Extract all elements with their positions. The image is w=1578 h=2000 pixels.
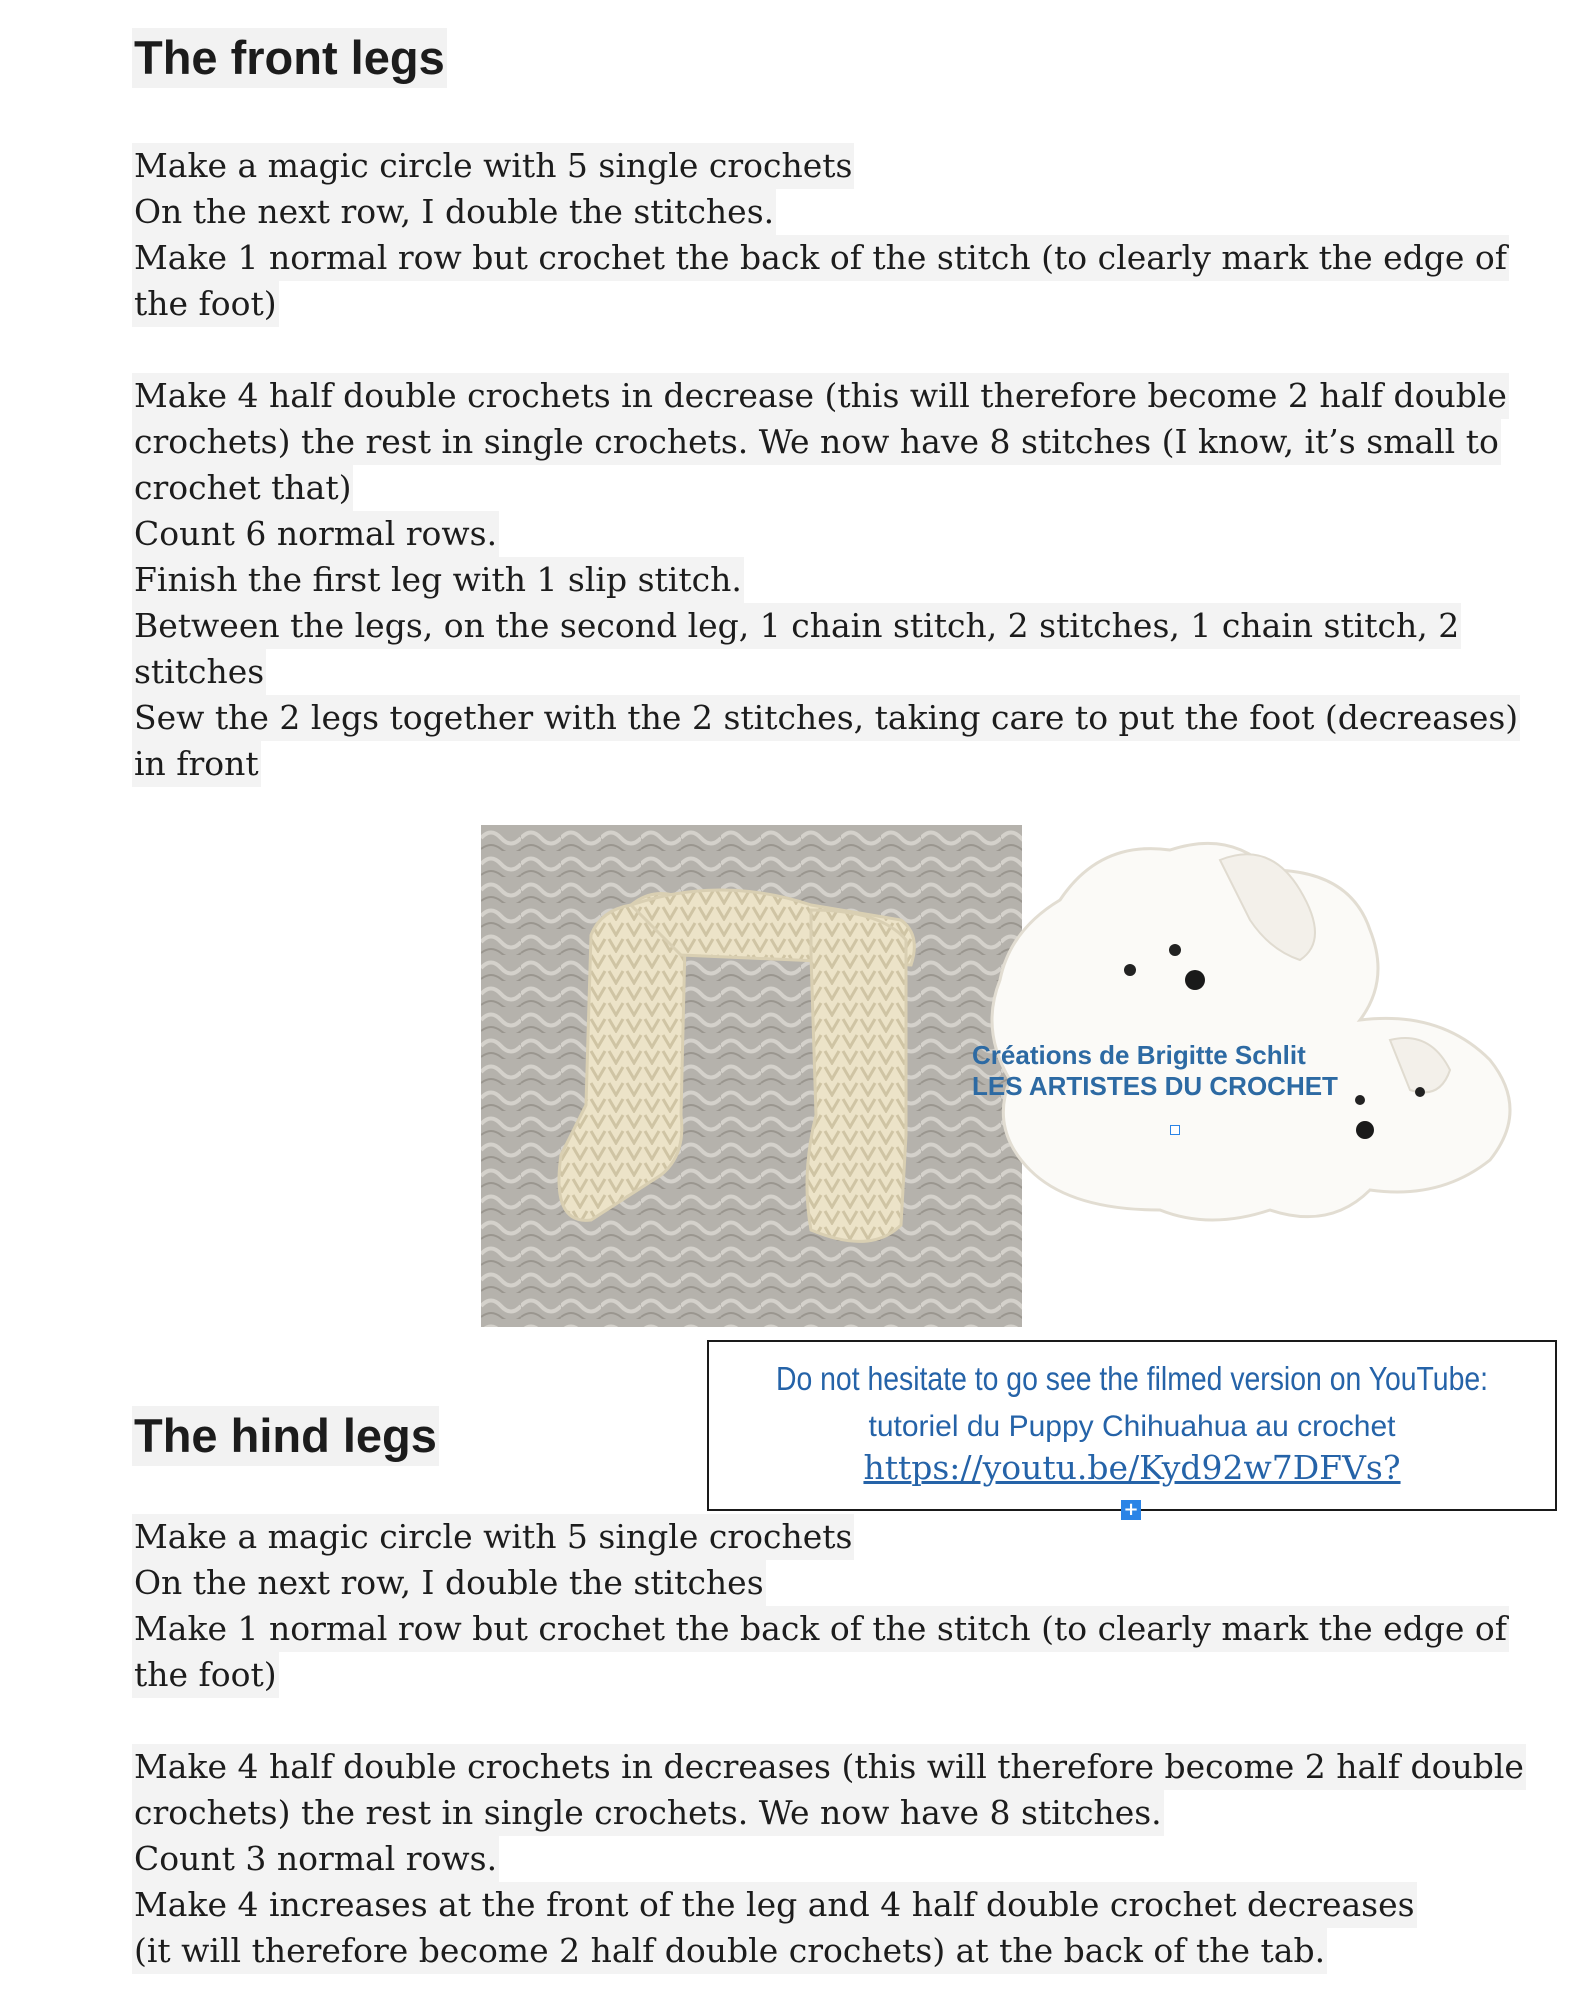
youtube-callout-text: Do not hesitate to go see the filmed version on YouTube: xyxy=(775,1360,1489,1397)
hind-line: Count 3 normal rows. xyxy=(132,1836,499,1882)
front-line: Count 6 normal rows. xyxy=(132,511,499,557)
hind-line: the foot) xyxy=(132,1652,279,1698)
add-plus-icon[interactable]: + xyxy=(1121,1500,1141,1520)
front-line: Between the legs, on the second leg, 1 chain stitch, 2 stitches, 1 chain stitch, 2 xyxy=(132,603,1461,649)
image-watermark xyxy=(972,1040,1338,1102)
front-line: in front xyxy=(132,741,261,787)
front-line: crochets) the rest in single crochets. We now have 8 stitches (I know, it’s small to xyxy=(132,419,1501,465)
front-line: Make 1 normal row but crochet the back of the stitch (to clearly mark the edge of xyxy=(132,235,1509,281)
front-line: the foot) xyxy=(132,281,279,327)
hind-line: Make 4 increases at the front of the leg and 4 half double crochet decreases xyxy=(132,1882,1417,1928)
hind-line: (it will therefore become 2 half double crochets) at the back of the tab. xyxy=(132,1928,1327,1974)
front-line: Sew the 2 legs together with the 2 stitches, taking care to put the foot (decreases) xyxy=(132,695,1520,741)
front-line: crochet that) xyxy=(132,465,353,511)
front-legs-photo xyxy=(481,825,1022,1327)
watermark-line: Créations de Brigitte Schlit xyxy=(972,1040,1306,1070)
hind-legs-heading: The hind legs xyxy=(132,1406,439,1466)
front-line: stitches xyxy=(132,649,266,695)
front-line: On the next row, I double the stitches. xyxy=(132,189,776,235)
anchor-handle-icon[interactable] xyxy=(1170,1125,1180,1135)
watermark-line: LES ARTISTES DU CROCHET xyxy=(972,1071,1338,1101)
youtube-callout-box xyxy=(707,1340,1557,1511)
hind-line: Make 1 normal row but crochet the back of the stitch (to clearly mark the edge of xyxy=(132,1606,1509,1652)
hind-line: Make 4 half double crochets in decreases (this will therefore become 2 half double xyxy=(132,1744,1526,1790)
front-line: Finish the first leg with 1 slip stitch. xyxy=(132,557,744,603)
hind-line: Make a magic circle with 5 single crochets xyxy=(132,1514,854,1560)
front-line: Make 4 half double crochets in decrease (this will therefore become 2 half double xyxy=(132,373,1509,419)
front-line: Make a magic circle with 5 single crochets xyxy=(132,143,854,189)
youtube-link[interactable]: https://youtu.be/Kyd92w7DFVs? xyxy=(863,1448,1401,1487)
hind-line: On the next row, I double the stitches xyxy=(132,1560,766,1606)
hind-line: crochets) the rest in single crochets. We now have 8 stitches. xyxy=(132,1790,1164,1836)
front-legs-heading: The front legs xyxy=(132,28,447,88)
youtube-video-title: tutoriel du Puppy Chihuahua au crochet xyxy=(868,1410,1396,1443)
